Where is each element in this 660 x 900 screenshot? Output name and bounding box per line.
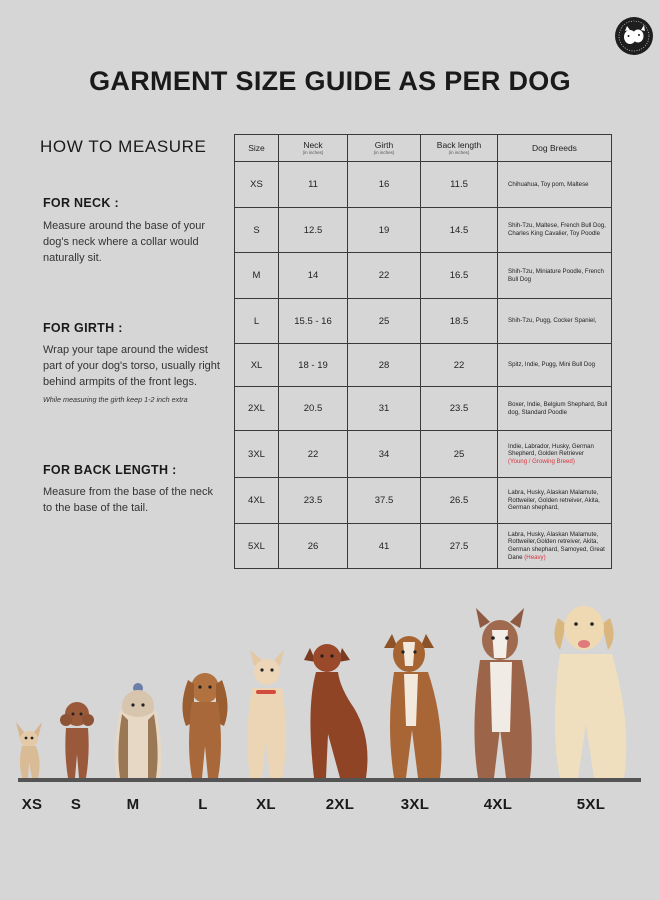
cell-neck: 12.5: [279, 208, 348, 253]
size-label-s: S: [70, 796, 82, 813]
girth-heading: FOR GIRTH :: [43, 321, 123, 335]
cell-girth: 16: [348, 162, 421, 208]
size-label-xs: XS: [21, 796, 43, 813]
cell-neck: 14: [279, 253, 348, 299]
cell-breeds: Shih-Tzu, Pugg, Cocker Spaniel,: [498, 299, 612, 344]
cell-girth: 19: [348, 208, 421, 253]
cell-girth: 34: [348, 431, 421, 478]
girth-note: While measuring the girth keep 1-2 inch extra: [43, 395, 188, 404]
size-label-2xl: 2XL: [325, 796, 355, 813]
size-label-4xl: 4XL: [483, 796, 513, 813]
cell-back-length: 25: [421, 431, 498, 478]
cell-girth: 37.5: [348, 478, 421, 524]
cell-neck: 11: [279, 162, 348, 208]
size-label-xl: XL: [256, 796, 276, 813]
size-label-l: L: [198, 796, 208, 813]
cell-back-length: 18.5: [421, 299, 498, 344]
cell-size: XS: [235, 162, 279, 208]
cell-breeds: Indie, Labrador, Husky, German Shepherd, Golden Retriever (Young / Growing Breed): [498, 431, 612, 478]
table-row: [235, 344, 612, 387]
ground-line: [18, 778, 641, 782]
cell-breeds: Shih-Tzu, Maltese, French Bull Dog, Charles King Cavalier, Toy Poodle: [498, 208, 612, 253]
cell-size: XL: [235, 344, 279, 387]
cell-size: 3XL: [235, 431, 279, 478]
header-dog-breeds: Dog Breeds: [498, 135, 612, 162]
dog-xs-chihuahua-icon: [10, 716, 48, 780]
back-length-heading: FOR BACK LENGTH :: [43, 463, 177, 477]
breeds-note: (Heavy): [524, 553, 546, 561]
table-row: [235, 299, 612, 344]
cell-breeds: Spitz, Indie, Pugg, Mini Bull Dog: [498, 344, 612, 387]
dog-2xl-hound-icon: [296, 638, 374, 780]
neck-heading: FOR NECK :: [43, 196, 119, 210]
header-neck: Neck (in inches): [279, 135, 348, 162]
brand-logo-icon: [614, 16, 654, 56]
neck-instructions: Measure around the base of your dog's neck where a collar would naturally sit.: [43, 220, 206, 264]
cell-breeds: Chihuahua, Toy pom, Maltese: [498, 162, 612, 208]
cell-breeds: Shih-Tzu, Miniature Poodle, French Bull Dog: [498, 253, 612, 299]
table-row: [235, 431, 612, 478]
girth-instructions: Wrap your tape around the widest part of your dog's torso, usually right behind armpits of the front legs.: [43, 344, 220, 388]
cell-girth: 31: [348, 387, 421, 431]
cell-size: 2XL: [235, 387, 279, 431]
size-table: [234, 134, 612, 569]
cell-girth: 25: [348, 299, 421, 344]
cell-girth: 41: [348, 524, 421, 569]
header-back-length: Back length (in inches): [421, 135, 498, 162]
size-label-3xl: 3XL: [400, 796, 430, 813]
cell-neck: 18 - 19: [279, 344, 348, 387]
cell-size: 5XL: [235, 524, 279, 569]
header-girth: Girth (in inches): [348, 135, 421, 162]
cell-back-length: 23.5: [421, 387, 498, 431]
cell-neck: 23.5: [279, 478, 348, 524]
cell-back-length: 26.5: [421, 478, 498, 524]
cell-back-length: 14.5: [421, 208, 498, 253]
cell-girth: 22: [348, 253, 421, 299]
cell-size: S: [235, 208, 279, 253]
cell-breeds: Boxer, Indie, Belgium Shephard, Bull dog, Standard Poodle: [498, 387, 612, 431]
cell-back-length: 16.5: [421, 253, 498, 299]
header-size: Size: [235, 135, 279, 162]
dog-4xl-husky-icon: [464, 608, 538, 780]
cell-size: L: [235, 299, 279, 344]
cell-neck: 15.5 - 16: [279, 299, 348, 344]
table-header-row: [235, 135, 612, 162]
size-label-m: M: [126, 796, 140, 813]
table-row: [235, 253, 612, 299]
cell-back-length: 11.5: [421, 162, 498, 208]
table-row: [235, 524, 612, 569]
table-row: [235, 162, 612, 208]
dog-m-shih-tzu-icon: [110, 680, 166, 780]
dog-xl-indie-icon: [238, 648, 296, 780]
page-title: GARMENT SIZE GUIDE AS PER DOG: [89, 66, 571, 96]
table-row: [235, 478, 612, 524]
cell-breeds: Labra, Husky, Alaskan Malamute, Rottweiler, Golden retreiver, Akita, German shephard,: [498, 478, 612, 524]
cell-size: M: [235, 253, 279, 299]
cell-back-length: 27.5: [421, 524, 498, 569]
dog-5xl-labrador-icon: [546, 598, 632, 780]
cell-back-length: 22: [421, 344, 498, 387]
table-row: [235, 208, 612, 253]
cell-breeds: Labra, Husky, Alaskan Malamute, Rottweiler,Golden retreiver, Akita, German shephard, Samoyed, Great Dane (Heavy): [498, 524, 612, 569]
cell-size: 4XL: [235, 478, 279, 524]
dog-3xl-boxer-icon: [378, 626, 448, 780]
size-label-5xl: 5XL: [576, 796, 606, 813]
cell-girth: 28: [348, 344, 421, 387]
cell-neck: 26: [279, 524, 348, 569]
table-row: [235, 387, 612, 431]
breeds-note: (Young / Growing Breed): [508, 457, 575, 465]
back-length-instructions: Measure from the base of the neck to the base of the tail.: [43, 486, 213, 514]
dog-l-cocker-spaniel-icon: [178, 666, 232, 780]
dog-s-poodle-icon: [58, 698, 96, 780]
how-to-measure-heading: HOW TO MEASURE: [40, 137, 207, 156]
cell-neck: 22: [279, 431, 348, 478]
cell-neck: 20.5: [279, 387, 348, 431]
